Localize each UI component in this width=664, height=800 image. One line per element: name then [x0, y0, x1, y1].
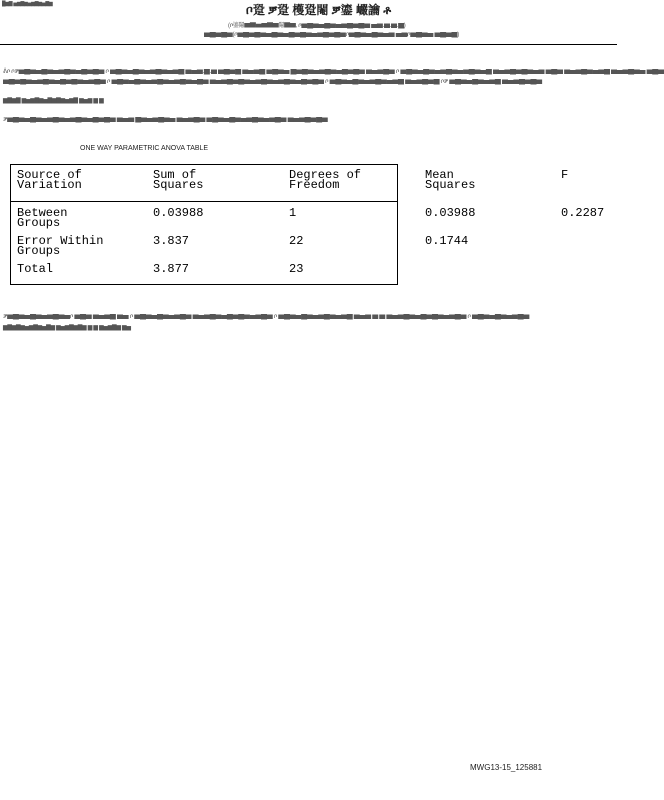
header-subtitle-1: (ቦ鎏閹▆▇▅▆▇▆閹▇▆, ቦ▆▇▆▅▇▆▅▆▇▆▇▆ ▅▆.▆.▆.▇) [228, 23, 406, 29]
row-between-groups-f: 0.2287 [561, 206, 605, 220]
top-left-document-id: █▆▇ ▅▆▇▆▅▆▇▆▅▇▆ [2, 1, 53, 7]
paragraph-2: ▆▇▆▇ ▆▅▆▇▆▅▇▆▇▆▅▆▇ ▆▅▆ ▆ ▆ [3, 98, 104, 104]
row-error-within-groups-source: Error Within Groups [17, 234, 104, 258]
document-title: ቦ跫 ቓ跫 檴跫閹 ቓ鎏 巗讑 ቶ [246, 3, 392, 17]
header-degrees-of-freedom: Degrees of Freedom [289, 168, 362, 192]
header-mean-squares: Mean Squares [425, 168, 476, 192]
row-total-degrees-of-freedom: 23 [289, 262, 304, 276]
row-error-within-groups-degrees-of-freedom: 22 [289, 234, 304, 248]
header-sum-of-squares: Sum of Squares [153, 168, 204, 192]
row-between-groups-degrees-of-freedom: 1 [289, 206, 297, 220]
row-error-within-groups-mean-squares: 0.1744 [425, 234, 469, 248]
row-between-groups-sum-of-squares: 0.03988 [153, 206, 204, 220]
paragraph-4-line-2: ▆▇▆▇▆▅▆▇▆▅▇▆ ▆▅▆▇▆▇▆ ▆ ▆ ▆▅▆▇▆ ▆▅ [3, 325, 131, 331]
header-subtitle-2: ▆▇▆▇▆(ቦ▆▇▆▇▆▅▇▆▅▇▆▇▆▅▆▇▆▇▆ቦ▆▇▆▅▇▆▅▆ ▅▆ቦ▆▇▆▅ ▆▇▆▇) [204, 32, 459, 38]
header-f: F [561, 168, 569, 182]
row-total-sum-of-squares: 3.877 [153, 262, 190, 276]
anova-table-caption: ONE WAY PARAMETRIC ANOVA TABLE [80, 145, 209, 152]
paragraph-1-line-2: ▆▇▆▇▆▅▆▇▆▅▇▆▇▆▅▆▇▆ ቦ ▆▇▆▅▇▆▅▆▇▆▅▆▇▆▅▇▆ ▆▅▆▇▆▇▆▅▆▇▆▅▆▇▆▅▇▆▇▆ ቦ ▆▇▆▅▇▆▅▆▇▆▅▆▇ ▆▅▆▇▆▇ ቦቓ ▆▇▆▅▇▆▅▆▇ ▆▅▆▇▆▇▆ [3, 79, 542, 85]
paragraph-3: ቓ▆▇▆▅▇▆▅▆▇▆▅▆▇▆▅▇▆▇▆ ▆▅▆ ▇▆▅▆▇▆▅ ▆▅▆▇▆ ▆▇▆▅▇▆▅▆▇▆▅▆▇▆ ▆▅▆▇▆▇▆ [3, 117, 328, 123]
header-source-of-variation: Source of Variation [17, 168, 82, 192]
row-between-groups-source: Between Groups [17, 206, 68, 230]
top-left-mark: ˇ [118, 0, 120, 6]
header-divider [0, 44, 617, 45]
paragraph-4-line-1: ቓ▆▇▆▅▇▆▅▆▇▆▅ቦ ▆▇▆ ▆▅▆▇ ▆▅ ቦ ▆▇▆▅▇▆▅▆▇▆ ▆▅▆▇▆▅▇▆▇▆▅▆▇▆ ቦ ▆▇▆▅▇▆▅▆▇▆▅▆▇ ▆▅▆ ▆ ▆ ▆▅▆▇▆▅▇▆▇▆▅▆▇▆ ቦ ▆▇▆▅▇▆▅▆▇▆ [3, 314, 530, 320]
anova-table-header-divider [10, 201, 398, 202]
row-error-within-groups-sum-of-squares: 3.837 [153, 234, 190, 248]
row-between-groups-mean-squares: 0.03988 [425, 206, 476, 220]
footer-document-code: MWG13-15_125881 [470, 763, 543, 772]
row-total-source: Total [17, 262, 54, 276]
paragraph-1-line-1: ᕖቦ ቦቓ▆▇▆▅▇▆▅▆▇▆▅▇▆▇▆ ቦ ▆▇▆▅▇▆▅▆▇▆▅▆▇ ▆▅▆.▇.▆ ▆▇▆▇ ▆▅▆▇ ▆▇▆▅ ▇▆▇▆▅▆▇▆▅▇▆▇▆ ▆▅▆▇▆ ቦ ▆▇▆▅▇▆▅▆▇▆▅▆▇▆▅▇ ▆▅▆▇▆▇▆▅▆ ▆▇▆ ▆▅▆▇▆▅▆▇ ▆▅▆▇▆▅ ▆▇▆ [3, 69, 664, 75]
